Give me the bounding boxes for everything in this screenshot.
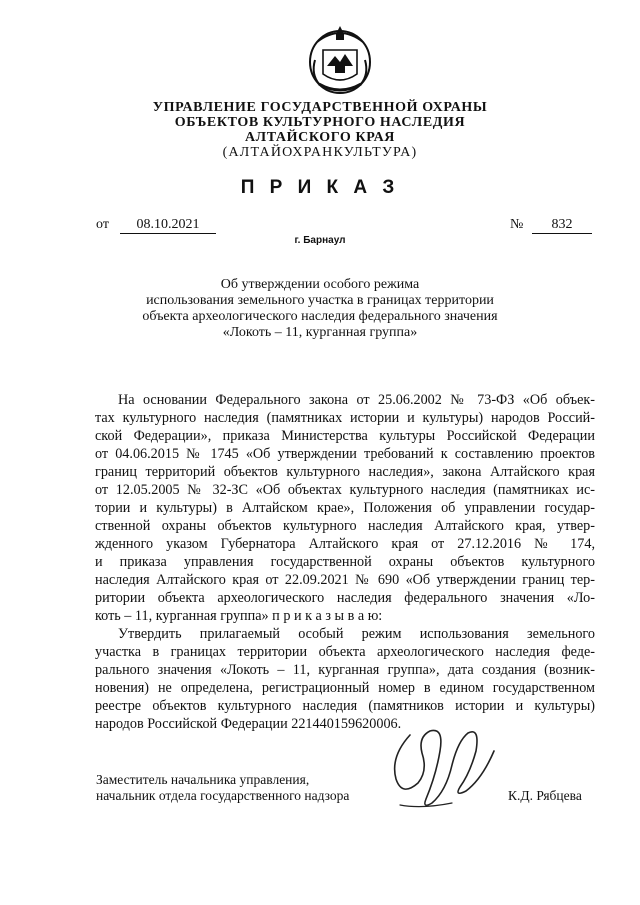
coat-of-arms-icon [305, 22, 375, 96]
document-date: 08.10.2021 [120, 217, 216, 234]
signer-position-line-2: начальник отдела государственного надзора [96, 788, 350, 803]
body-line: коть – 11, курганная группа» п р и к а з ы в а ю: [95, 608, 383, 624]
body-line: от 04.06.2015 № 1745 «Об утверждении требований к составлению проектов [95, 446, 595, 462]
handwritten-signature [382, 717, 502, 817]
signer-position-line-1: Заместитель начальника управления, [96, 772, 310, 787]
subject-line: Об утверждении особого режима [220, 277, 420, 292]
subject-line: использования земельного участка в границах территории [146, 293, 494, 308]
body-line: и приказа управления государственной охраны объектов культурного [95, 554, 595, 570]
org-name-line-3: АЛТАЙСКОГО КРАЯ [244, 130, 396, 145]
body-line: границ территорий объектов культурного наследия», закона Алтайского края [95, 464, 595, 480]
document-number: 832 [532, 217, 592, 234]
body-line: тах культурного наследия (памятниках истории и культуры) народов Россий- [95, 410, 595, 426]
org-name-line-2: ОБЪЕКТОВ КУЛЬТУРНОГО НАСЛЕДИЯ [174, 115, 466, 130]
body-line: ритории объекта археологического наследия федерального значения «Ло- [95, 590, 595, 606]
signer-name: К.Д. Рябцева [508, 788, 582, 803]
body-line: участка в границах территории объекта археологического наследия феде- [95, 644, 595, 660]
body-line: На основании Федерального закона от 25.06.2002 № 73-ФЗ «Об объек- [118, 392, 595, 408]
subject-line: «Локоть – 11, курганная группа» [222, 325, 418, 340]
body-line: рального значения «Локоть – 11, курганная группа», дата создания (возник- [95, 662, 595, 678]
body-line: жденного указом Губернатора Алтайского края от 27.12.2016 № 174, [95, 536, 595, 552]
org-short-name: (АЛТАЙОХРАНКУЛЬТУРА) [222, 145, 418, 160]
body-line: реестре объектов культурного наследия (памятников истории и культуры) [95, 698, 595, 714]
body-line: ственной охраны объектов культурного наследия Алтайского края, утвер- [95, 518, 595, 534]
body-line: ской Федерации», приказа Министерства культуры Российской Федерации [95, 428, 595, 444]
org-name-line-1: УПРАВЛЕНИЕ ГОСУДАРСТВЕННОЙ ОХРАНЫ [152, 100, 488, 115]
body-line: Утвердить прилагаемый особый режим использования земельного [118, 626, 595, 642]
city: г. Барнаул [294, 235, 346, 246]
number-label: № [510, 217, 524, 232]
document-title: П Р И К А З [240, 177, 400, 198]
body-line: наследия Алтайского края от 22.09.2021 № 690 «Об утверждении границ тер- [95, 572, 595, 588]
body-line: новения) не определена, регистрационный номер в едином государственном [95, 680, 595, 696]
body-line: тории и культуры) в Алтайском крае», Положения об управлении государ- [95, 500, 595, 516]
date-label: от [96, 217, 109, 232]
body-line: народов Российской Федерации 221440159620006. [95, 716, 402, 732]
body-line: от 12.05.2005 № 32-ЗС «Об объектах культурного наследия (памятниках ис- [95, 482, 595, 498]
subject-line: объекта археологического наследия федерального значения [142, 309, 498, 324]
